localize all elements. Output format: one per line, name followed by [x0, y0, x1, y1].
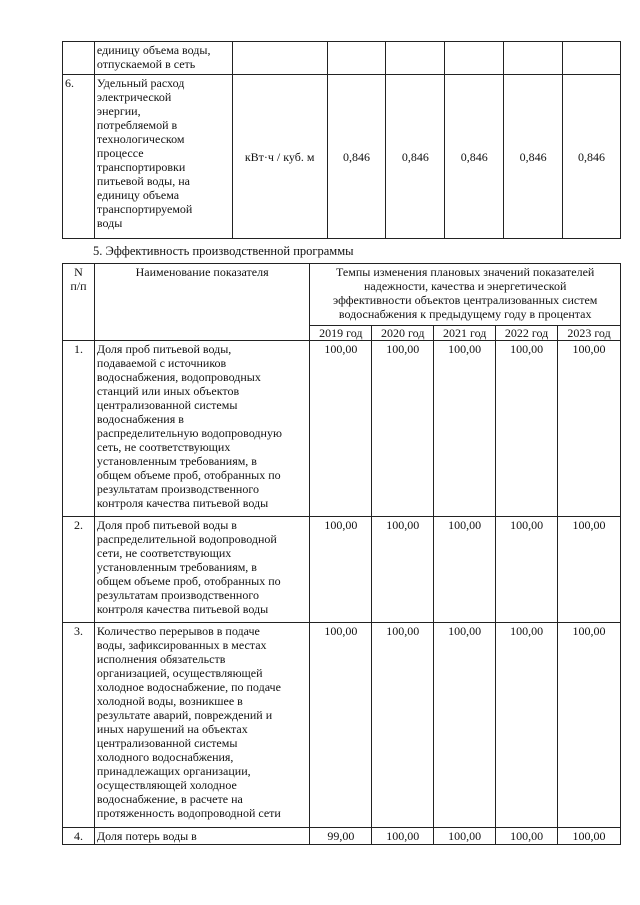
value-cell [386, 42, 445, 75]
row-number-cell [63, 75, 95, 239]
indicator-name: Доля потерь воды в [96, 829, 197, 843]
value-cell: 100,00 [372, 341, 434, 517]
row-number-cell [63, 623, 95, 828]
row-number-cell [63, 828, 95, 845]
value-cell: 99,00 [310, 828, 372, 845]
row-number-cell [63, 517, 95, 623]
row-number-cell [63, 341, 95, 517]
indicator-name-cell [94, 341, 309, 517]
value-cell [504, 75, 563, 239]
value-cell: 100,00 [434, 828, 496, 845]
unit-cell [232, 42, 327, 75]
unit-label: кВт·ч / куб. м [244, 149, 315, 164]
value: 0,846 [519, 149, 547, 164]
table-row [63, 623, 621, 828]
section-title: 5. Эффективность производственной программы [93, 244, 354, 258]
table-row [63, 828, 621, 845]
row-number: 3. [73, 624, 83, 638]
value-cell: 100,00 [434, 341, 496, 517]
value-cell [327, 75, 386, 239]
value: 0,846 [342, 149, 370, 164]
value-cell: 100,00 [372, 623, 434, 828]
year-header: 2022 год [496, 326, 558, 341]
indicator-name: Количество перерывов в подаче воды, зафиксированных в местах исполнения обязательств организацией, осуществляющей холодное водоснабжение, по подаче холодной воды, возникшее в результате аварий, повреждений и иных нарушений на объектах централизованной системы холодного водоснабжения, принадлежащих организации, осуществляющей холодное водоснабжение, в расчете на протяженность водопроводной сети [96, 624, 281, 820]
value-cell: 100,00 [558, 341, 621, 517]
efficiency-table [62, 263, 621, 845]
table-row [63, 341, 621, 517]
year-header: 2023 год [558, 326, 621, 341]
header-name-cell [94, 264, 309, 341]
year-header: 2019 год [310, 326, 372, 341]
indicator-name-cell [94, 517, 309, 623]
indicator-name: Доля проб питьевой воды, подаваемой с источников водоснабжения, водопроводных станций или иных объектов централизованной системы водоснабжения в распределительную водопроводную сеть, не соответствующих установленным требованиям, в общем объеме проб, отобранных по результатам производственного контроля качества питьевой воды [96, 342, 282, 510]
indicator-name-cell [94, 828, 309, 845]
value: 0,846 [578, 149, 606, 164]
indicator-name-cell [94, 42, 232, 75]
value-cell: 100,00 [310, 341, 372, 517]
row-number-cell [63, 42, 95, 75]
value-cell [563, 75, 621, 239]
row-number: 6. [65, 76, 74, 90]
value-cell [563, 42, 621, 75]
value-cell [445, 75, 504, 239]
unit-cell [232, 75, 327, 239]
value-cell: 100,00 [372, 517, 434, 623]
value-cell: 100,00 [372, 828, 434, 845]
header-row [63, 264, 621, 326]
value-cell: 100,00 [434, 517, 496, 623]
header-name: Наименование показателя [135, 265, 269, 279]
value-cell [504, 42, 563, 75]
table-row [63, 517, 621, 623]
value-cell: 100,00 [434, 623, 496, 828]
year-header: 2020 год [372, 326, 434, 341]
indicator-name: единицу объема воды, отпускаемой в сеть [96, 43, 211, 71]
value-cell: 100,00 [310, 517, 372, 623]
value-cell: 100,00 [558, 828, 621, 845]
indicator-name-cell [94, 623, 309, 828]
indicator-name: Удельный расход электрической энергии, потребляемой в технологическом процессе транспортировки питьевой воды, на единицу объема транспортируемой воды [96, 76, 193, 230]
value-cell: 100,00 [310, 623, 372, 828]
value-cell [445, 42, 504, 75]
value-cell: 100,00 [496, 623, 558, 828]
value: 0,846 [401, 149, 429, 164]
header-group-cell [310, 264, 621, 326]
value-cell [327, 42, 386, 75]
year-header: 2021 год [434, 326, 496, 341]
header-number: N п/п [70, 265, 87, 293]
value-cell: 100,00 [558, 517, 621, 623]
value-cell [386, 75, 445, 239]
value-cell: 100,00 [496, 828, 558, 845]
header-group: Темпы изменения плановых значений показателей надежности, качества и энергетической эффективности объектов централизованных систем водоснабжения к предыдущему году в процентах [332, 265, 598, 321]
header-number-cell [63, 264, 95, 341]
energy-table [62, 41, 621, 239]
indicator-name-cell [94, 75, 232, 239]
value-cell: 100,00 [558, 623, 621, 828]
value-cell: 100,00 [496, 341, 558, 517]
row-number: 2. [73, 518, 83, 532]
value-cell: 100,00 [496, 517, 558, 623]
table-row [63, 75, 621, 239]
value: 0,846 [460, 149, 488, 164]
table-row [63, 42, 621, 75]
row-number: 4. [73, 829, 83, 843]
row-number: 1. [73, 342, 83, 356]
indicator-name: Доля проб питьевой воды в распределительной водопроводной сети, не соответствующих установленным требованиям, в общем объеме проб, отобранных по результатам производственного контроля качества питьевой воды [96, 518, 281, 616]
